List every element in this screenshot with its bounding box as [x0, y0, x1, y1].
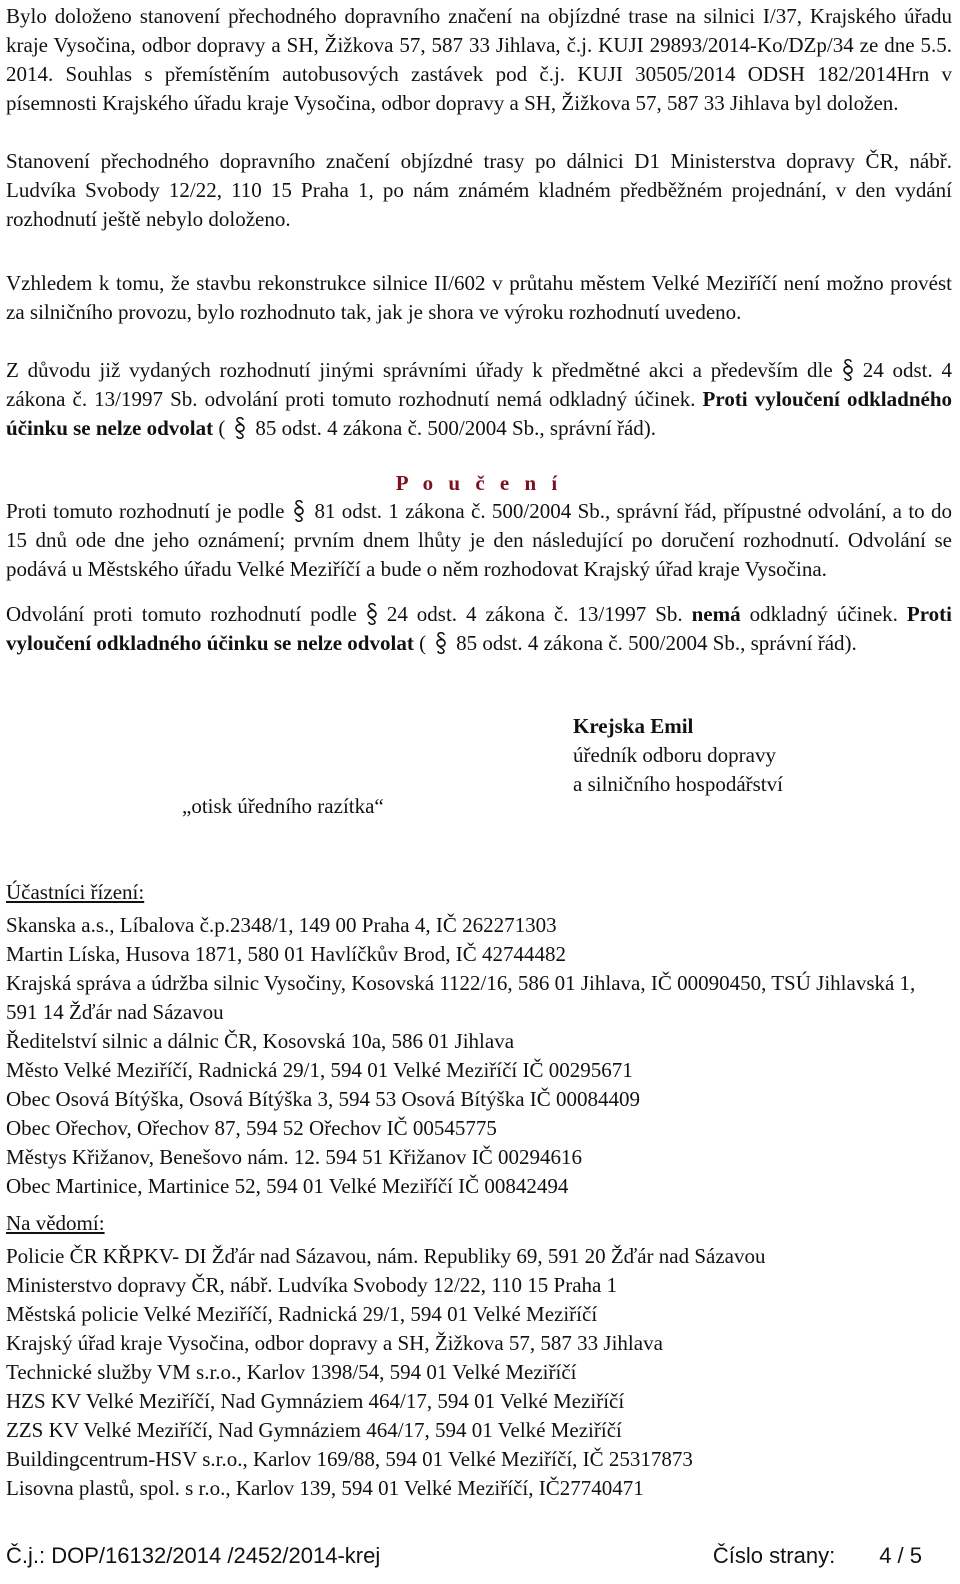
list-item: Ředitelství silnic a dálnic ČR, Kosovská 10a, 586 01 Jihlava [6, 1029, 515, 1053]
instruction-paragraph-2: Odvolání proti tomuto rozhodnutí podle 24 odst. 4 zákona č. 13/1997 Sb. nemá odkladný účinek. Proti vyloučení odkladného účinku se nelze odvolat ( 85 odst. 4 zákona č. 500/2004 Sb., správní řád). [6, 602, 952, 655]
list-item: Lisovna plastů, spol. s r.o., Karlov 139, 594 01 Velké Meziříčí, IČ27740471 [6, 1476, 644, 1500]
stamp-placeholder: „otisk úředního razítka“ [182, 794, 384, 818]
list-item: Krajský úřad kraje Vysočina, odbor dopravy a SH, Žižkova 57, 587 33 Jihlava [6, 1331, 663, 1355]
section-sign-icon [432, 630, 450, 656]
notified-title: Na vědomí: [6, 1211, 105, 1235]
list-item: Technické služby VM s.r.o., Karlov 1398/54, 594 01 Velké Meziříčí [6, 1360, 577, 1384]
section-sign-icon [839, 357, 857, 383]
list-item: Obec Osová Bítýška, Osová Bítýška 3, 594 53 Osová Bítýška IČ 00084409 [6, 1087, 641, 1111]
signer-role-1: úředník odboru dopravy [573, 743, 776, 767]
list-item: ZZS KV Velké Meziříčí, Nad Gymnáziem 464/17, 594 01 Velké Meziříčí [6, 1418, 622, 1442]
list-item: Městys Křižanov, Benešovo nám. 12. 594 51 Křižanov IČ 00294616 [6, 1145, 583, 1169]
section-sign-icon [363, 601, 381, 627]
intro-paragraph-1: Bylo doloženo stanovení přechodného dopravního značení na objízdné trase na silnici I/37, Krajského úřadu kraje Vysočina, odbor dopravy a SH, Žižkova 57, 587 33 Jihlava, č.j. KUJI 29893/2014-Ko/DZp/34 ze dne 5.5. 2014. Souhlas s přemístěním autobusových zastávek pod č.j. KUJI 30505/2014 ODSH 182/2014Hrn v písemnosti Krajského úřadu kraje Vysočina, odbor dopravy a SH, Žižkova 57, 587 33 Jihlava byl doložen. [6, 4, 952, 115]
instruction-heading: P o u č e n í [395, 471, 563, 495]
reasoning-paragraph-2: Z důvodu již vydaných rozhodnutí jinými správními úřady k předmětné akci a především dle 24 odst. 4 zákona č. 13/1997 Sb. odvolání proti tomuto rozhodnutí nemá odkladný účinek. Proti vyloučení odkladného účinku se nelze odvolat ( 85 odst. 4 zákona č. 500/2004 Sb., správní řád). [6, 358, 952, 440]
list-item: Martin Líska, Husova 1871, 580 01 Havlíčkův Brod, IČ 42744482 [6, 942, 566, 966]
list-item: Buildingcentrum-HSV s.r.o., Karlov 169/88, 594 01 Velké Meziříčí, IČ 25317873 [6, 1447, 693, 1471]
notified-section [6, 1209, 952, 1503]
list-item: Skanska a.s., Líbalova č.p.2348/1, 149 00 Praha 4, IČ 262271303 [6, 913, 557, 937]
signer-role-2: a silničního hospodářství [573, 772, 783, 796]
list-item: HZS KV Velké Meziříčí, Nad Gymnáziem 464/17, 594 01 Velké Meziříčí [6, 1389, 625, 1413]
signer-name: Krejska Emil [573, 714, 694, 738]
participants-section [6, 878, 952, 1201]
reasoning-paragraph-1: Vzhledem k tomu, že stavbu rekonstrukce silnice II/602 v průtahu městem Velké Meziříčí není možno provést za silničního provozu, bylo rozhodnuto tak, jak je shora ve výroku rozhodnutí uvedeno. [6, 271, 952, 324]
list-item: Obec Martinice, Martinice 52, 594 01 Velké Meziříčí IČ 00842494 [6, 1174, 569, 1198]
list-item: Policie ČR KŘPKV- DI Žďár nad Sázavou, nám. Republiky 69, 591 20 Žďár nad Sázavou [6, 1244, 766, 1268]
page-counter: Číslo strany: 4 / 5 [712, 1543, 922, 1568]
list-item: Městská policie Velké Meziříčí, Radnická 29/1, 594 01 Velké Meziříčí [6, 1302, 598, 1326]
list-item: Krajská správa a údržba silnic Vysočiny, Kosovská 1122/16, 586 01 Jihlava, IČ 00090450, TSÚ Jihlavská 1, 591 14 Žďár nad Sázavou [6, 971, 916, 1024]
list-item: Obec Ořechov, Ořechov 87, 594 52 Ořechov IČ 00545775 [6, 1116, 497, 1140]
reference-number: Č.j.: DOP/16132/2014 /2452/2014-krej [6, 1543, 381, 1568]
intro-paragraph-2: Stanovení přechodného dopravního značení objízdné trasy po dálnici D1 Ministerstva dopravy ČR, nábř. Ludvíka Svobody 12/22, 110 15 Praha 1, po nám známém kladném předběžném projednání, v den vydání rozhodnutí ještě nebylo doloženo. [6, 149, 952, 231]
list-item: Město Velké Meziříčí, Radnická 29/1, 594 01 Velké Meziříčí IČ 00295671 [6, 1058, 633, 1082]
section-sign-icon [231, 415, 249, 441]
list-item: Ministerstvo dopravy ČR, nábř. Ludvíka Svobody 12/22, 110 15 Praha 1 [6, 1273, 618, 1297]
signature-block [573, 712, 783, 799]
participants-title: Účastníci řízení: [6, 880, 145, 904]
instruction-paragraph-1: Proti tomuto rozhodnutí je podle 81 odst. 1 zákona č. 500/2004 Sb., správní řád, přípustné odvolání, a to do 15 dnů ode dne jeho oznámení; prvním dnem lhůty je den následující po doručení rozhodnutí. Odvolání se podává u Městského úřadu Velké Meziříčí a bude o něm rozhodovat Krajský úřad kraje Vysočina. [6, 499, 952, 581]
section-sign-icon [290, 498, 308, 524]
